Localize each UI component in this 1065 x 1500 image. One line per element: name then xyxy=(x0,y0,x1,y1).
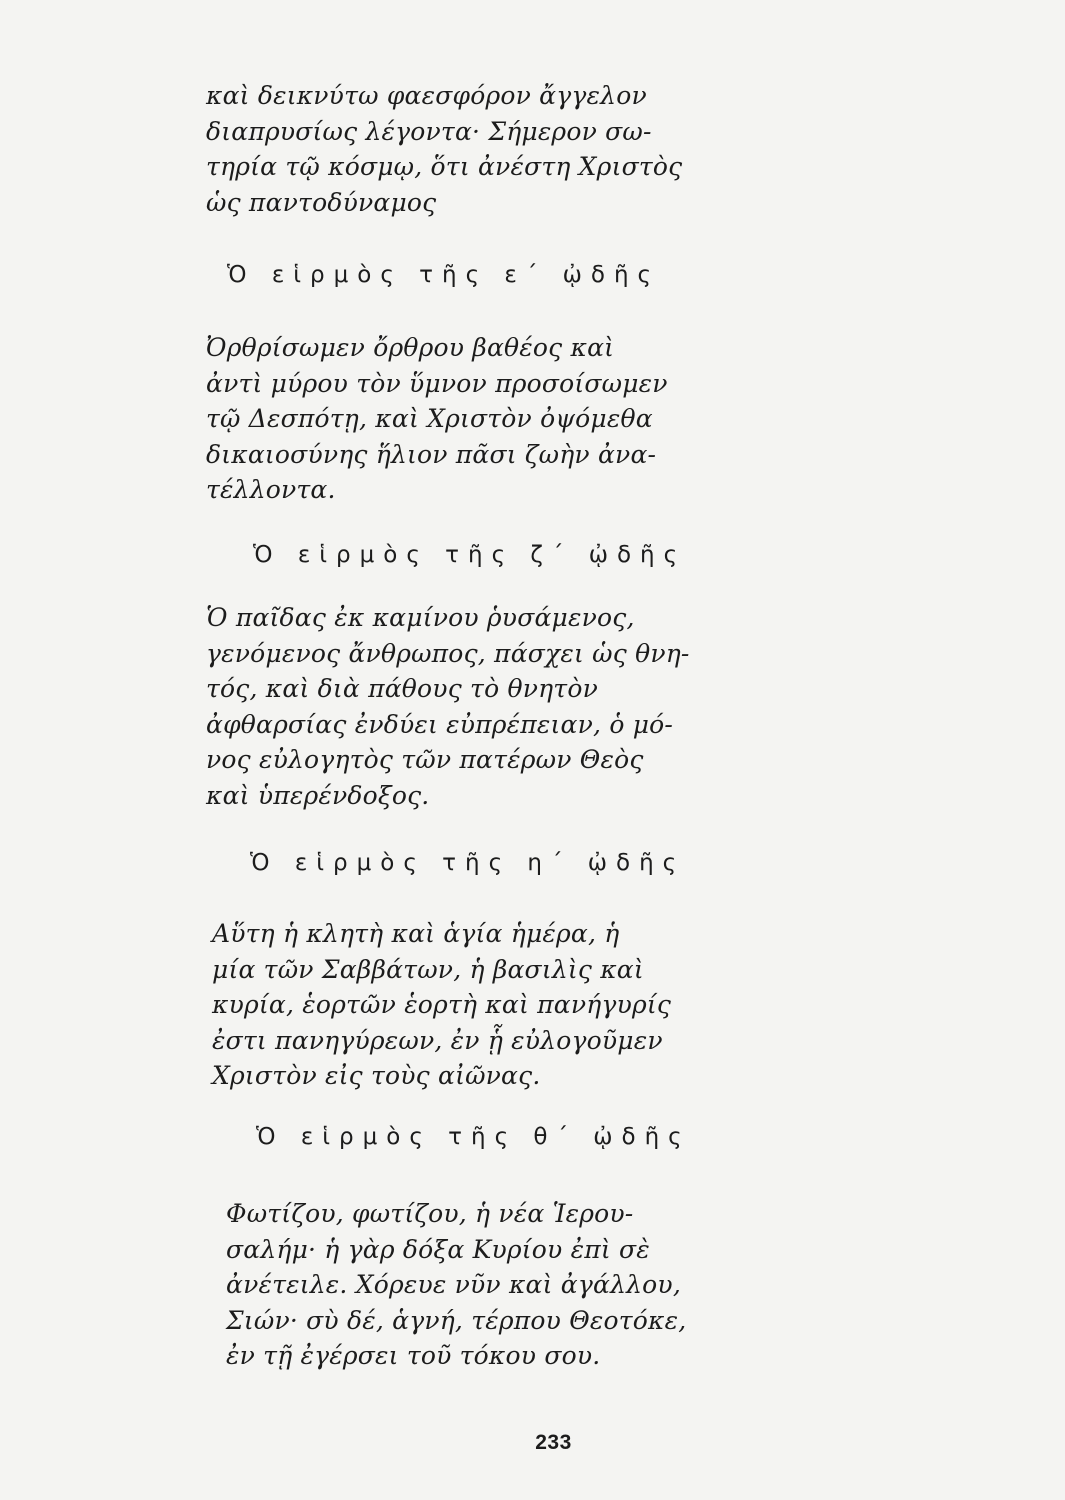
verse-line: σαλήμ· ἡ γὰρ δόξα Κυρίου ἐπὶ σὲ xyxy=(226,1234,650,1264)
verse-line: ἀφθαρσίας ἐνδύει εὐπρέπειαν, ὁ μό- xyxy=(206,709,674,739)
verse-line: καὶ δεικνύτω φαεσφόρον ἄγγελον xyxy=(206,81,647,110)
verse-line: μία τῶν Σαββάτων, ἡ βασιλὶς καὶ xyxy=(212,954,644,984)
verse-block-ode-5 xyxy=(206,330,668,508)
verse-line: ἀντὶ μύρου τὸν ὕμνον προσοίσωμεν xyxy=(206,368,668,398)
verse-line: Φωτίζου, φωτίζου, ἡ νέα Ἱερου- xyxy=(226,1199,634,1228)
verse-line: τός, καὶ διὰ πάθους τὸ θνητὸν xyxy=(206,674,598,703)
verse-line: καὶ ὑπερένδοξος. xyxy=(206,780,430,810)
verse-line: τηρία τῷ κόσμῳ, ὅτι ἀνέστη Χριστὸς xyxy=(206,152,683,181)
verse-block-ode-8 xyxy=(212,916,671,1094)
verse-line: Χριστὸν εἰς τοὺς αἰῶνας. xyxy=(212,1061,541,1090)
heading-ode-8: Ὁ εἱρμὸς τῆς η΄ ᾠδῆς xyxy=(250,850,686,876)
verse-line: τῷ Δεσπότῃ, καὶ Χριστὸν ὀψόμεθα xyxy=(206,404,653,433)
verse-line: Σιών· σὺ δέ, ἁγνή, τέρπου Θεοτόκε, xyxy=(226,1305,687,1335)
verse-line: Αὕτη ἡ κλητὴ καὶ ἁγία ἡμέρα, ἡ xyxy=(212,919,620,948)
verse-line: διαπρυσίως λέγοντα· Σήμερον σω- xyxy=(206,116,652,146)
verse-line: ἀνέτειλε. Χόρευε νῦν καὶ ἀγάλλου, xyxy=(226,1270,681,1299)
page-number: 233 xyxy=(535,1431,572,1454)
verse-line: Ὀρθρίσωμεν ὄρθρου βαθέος καὶ xyxy=(206,333,615,362)
verse-line: κυρία, ἑορτῶν ἑορτὴ καὶ πανήγυρίς xyxy=(212,990,672,1019)
verse-line: ἐστι πανηγύρεων, ἐν ᾗ εὐλογοῦμεν xyxy=(212,1025,663,1055)
verse-line: γενόμενος ἄνθρωπος, πάσχει ὡς θνη- xyxy=(206,638,690,668)
heading-ode-9: Ὁ εἱρμὸς τῆς θ΄ ᾠδῆς xyxy=(256,1124,691,1150)
heading-ode-5: Ὁ εἱρμὸς τῆς ε΄ ᾠδῆς xyxy=(227,262,661,288)
verse-line: δικαιοσύνης ἥλιον πᾶσι ζωὴν ἀνα- xyxy=(206,439,657,469)
heading-ode-7: Ὁ εἱρμὸς τῆς ζ΄ ᾠδῆς xyxy=(253,542,687,568)
verse-line: Ὁ παῖδας ἐκ καμίνου ῥυσάμενος, xyxy=(206,603,635,632)
verse-block-ode-7 xyxy=(206,600,690,813)
verse-line: νος εὐλογητὸς τῶν πατέρων Θεὸς xyxy=(206,745,644,774)
verse-line: τέλλοντα. xyxy=(206,475,336,504)
verse-block-continuation xyxy=(206,78,682,220)
verse-block-ode-9 xyxy=(226,1196,686,1374)
verse-line: ὡς παντοδύναμος xyxy=(206,187,437,217)
verse-line: ἐν τῇ ἐγέρσει τοῦ τόκου σου. xyxy=(226,1341,601,1370)
